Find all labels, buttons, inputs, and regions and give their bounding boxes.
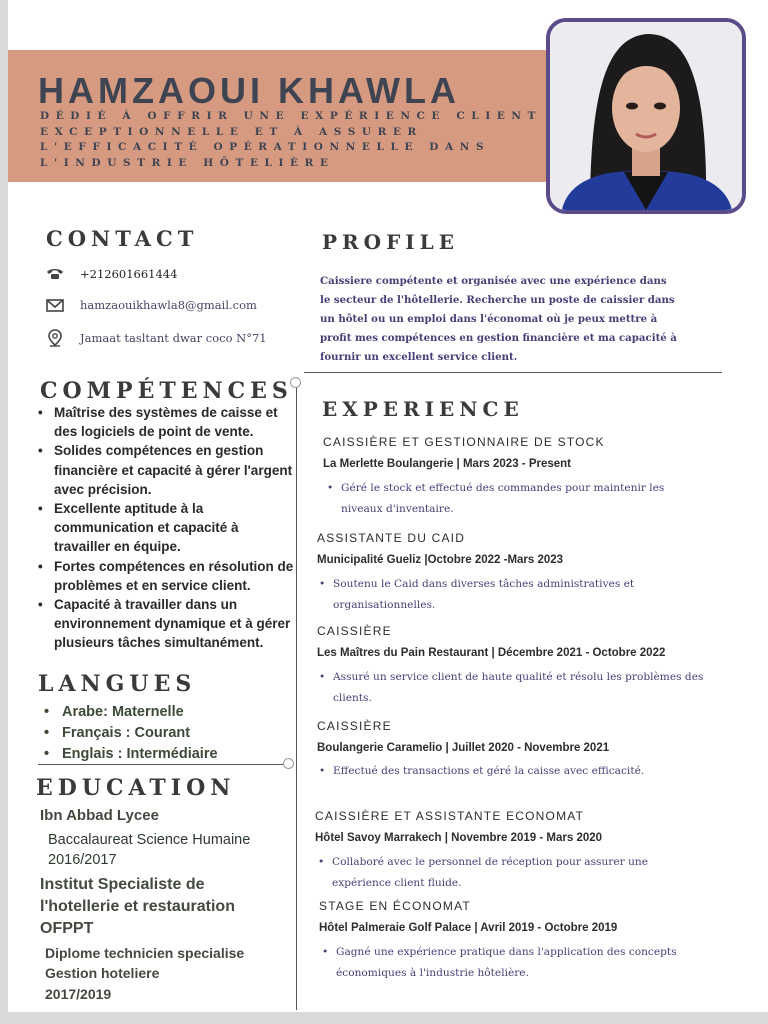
portrait-image	[550, 22, 742, 210]
profile-summary: Caissiere compétente et organisée avec une expérience dans le secteur de l'hôtellerie. Recherche un poste de caissier dans un hôtel ou un emploi dans l'économat où je peux mettre à profit mes compétences en gestion financière et ma capacité à fournir un excellent service client.	[320, 275, 677, 363]
experience-heading: EXPERIENCE	[322, 397, 524, 421]
degree-1: Baccalaureat Science Humaine	[48, 832, 251, 848]
job-description: • Gagné une expérience pratique dans l'application des concepts économiques à l'industrie hôtelière.	[320, 942, 720, 984]
skill-item: • Maîtrise des systèmes de caisse et des logiciels de point de vente.	[36, 403, 298, 441]
languages-heading: LANGUES	[38, 671, 197, 697]
education-heading: EDUCATION	[36, 775, 236, 801]
job-description: • Collaboré avec le personnel de réception pour assurer une expérience client fluide.	[316, 852, 686, 894]
languages-list	[40, 702, 218, 765]
phone-icon	[44, 265, 66, 283]
years-1: 2016/2017	[48, 852, 117, 868]
job-title: CAISSIÈRE ET ASSISTANTE ECONOMAT	[315, 809, 585, 823]
skill-item: • Excellente aptitude à la communication et capacité à travailler en équipe.	[36, 499, 298, 557]
school-2-line-1: Institut Specialiste de	[40, 876, 205, 893]
contact-address-row	[44, 328, 267, 348]
language-item: • Englais : Intermédiaire	[40, 744, 218, 765]
contact-heading: CONTACT	[46, 226, 199, 251]
job-company: Les Maîtres du Pain Restaurant | Décembre 2021 - Octobre 2022	[317, 647, 666, 659]
contact-phone[interactable]: +212601661444	[80, 267, 178, 281]
job-description: • Géré le stock et effectué des commandes pour maintenir les niveaux d'inventaire.	[325, 478, 705, 520]
skill-item: • Fortes compétences en résolution de problèmes et en service client.	[36, 557, 298, 595]
job-title: ASSISTANTE DU CAID	[317, 531, 466, 545]
school-2-line-3: OFPPT	[40, 920, 94, 937]
skills-heading: COMPÉTENCES	[40, 378, 293, 404]
job-description: • Effectué des transactions et géré la caisse avec efficacité.	[317, 761, 717, 782]
skill-item: • Capacité à travailler dans un environnement dynamique et à gérer plusieurs tâches simultanément.	[36, 595, 298, 653]
school-1: Ibn Abbad Lycee	[40, 807, 159, 824]
language-item: • Français : Courant	[40, 723, 218, 744]
job-company: Boulangerie Caramelio | Juillet 2020 - Novembre 2021	[317, 742, 610, 754]
resume-page	[8, 0, 768, 1012]
candidate-tagline: DÉDIÉ À OFFRIR UNE EXPÉRIENCE CLIENT EXCEPTIONNELLE ET À ASSURER L'EFFICACITÉ OPÉRATIONNELLE DANS L'INDUSTRIE HÔTELIÈRE	[40, 110, 543, 169]
job-title: CAISSIÈRE	[317, 624, 392, 638]
mail-icon	[44, 296, 66, 314]
contact-phone-row	[44, 264, 177, 284]
job-description: • Assuré un service client de haute qualité et résolu les problèmes des clients.	[317, 667, 717, 709]
job-company: Hôtel Palmeraie Golf Palace | Avril 2019 - Octobre 2019	[319, 922, 618, 934]
job-title: CAISSIÈRE ET GESTIONNAIRE DE STOCK	[323, 435, 605, 449]
skills-list	[36, 403, 298, 653]
profile-photo	[546, 18, 746, 214]
degree-2-line-2: Gestion hoteliere	[45, 965, 160, 981]
job-description: • Soutenu le Caid dans diverses tâches administratives et organisationnelles.	[317, 574, 687, 616]
job-title: CAISSIÈRE	[317, 719, 392, 733]
language-item: • Arabe: Maternelle	[40, 702, 218, 723]
profile-divider	[304, 372, 722, 373]
degree-2-line-1: Diplome technicien specialise	[45, 945, 245, 961]
contact-address: Jamaat tasltant dwar coco N°71	[80, 331, 267, 345]
contact-email-row	[44, 295, 257, 315]
job-company: Hôtel Savoy Marrakech | Novembre 2019 - Mars 2020	[315, 832, 603, 844]
profile-heading: PROFILE	[322, 230, 459, 254]
school-2-line-2: l'hotellerie et restauration	[40, 898, 235, 915]
job-company: Municipalité Gueliz |Octobre 2022 -Mars 2023	[317, 554, 564, 566]
contact-email[interactable]: hamzaouikhawla8@gmail.com	[80, 298, 257, 312]
location-pin-icon	[44, 329, 66, 347]
years-2: 2017/2019	[45, 986, 112, 1002]
page-bottom-edge	[0, 1012, 768, 1024]
skill-item: • Solides compétences en gestion financière et capacité à gérer l'argent avec précision.	[36, 441, 298, 499]
job-company: La Merlette Boulangerie | Mars 2023 - Present	[323, 458, 572, 470]
divider-dot-languages	[283, 758, 294, 769]
job-title: STAGE EN ÉCONOMAT	[319, 899, 471, 913]
candidate-name: HAMZAOUI KHAWLA	[38, 70, 460, 111]
